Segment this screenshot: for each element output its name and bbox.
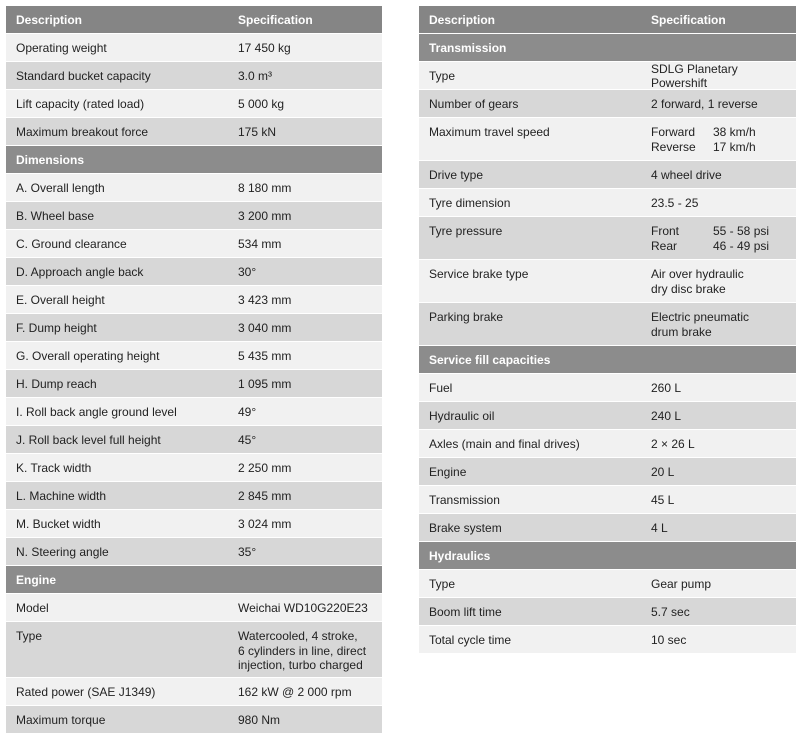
table-header xyxy=(419,6,796,34)
row-value: 35° xyxy=(238,544,257,559)
row-label: Total cycle time xyxy=(429,632,512,647)
table-row xyxy=(6,118,382,146)
row-value: 534 mm xyxy=(238,236,282,251)
table-row xyxy=(419,486,796,514)
row-value: 3 200 mm xyxy=(238,208,292,223)
row-label: Type xyxy=(16,629,43,643)
row-value: 2 845 mm xyxy=(238,488,292,503)
row-label: I. Roll back angle ground level xyxy=(16,404,177,419)
row-value: 1 095 mm xyxy=(238,376,292,391)
row-value xyxy=(651,125,786,154)
row-label: Tyre pressure xyxy=(429,224,503,238)
row-label: Type xyxy=(429,576,456,591)
table-row xyxy=(6,538,382,566)
value-pair xyxy=(651,224,786,239)
value-key: Reverse xyxy=(651,139,696,154)
row-label: B. Wheel base xyxy=(16,208,95,223)
row-label: Number of gears xyxy=(429,96,519,111)
value-key: Forward xyxy=(651,125,696,139)
header-description: Description xyxy=(429,12,496,27)
value-pair xyxy=(651,140,786,155)
header-specification: Specification xyxy=(651,12,726,27)
row-label: Hydraulic oil xyxy=(429,408,495,423)
table-row xyxy=(419,430,796,458)
section-title: Dimensions xyxy=(16,152,85,167)
row-label: C. Ground clearance xyxy=(16,236,127,251)
row-value: Gear pump xyxy=(651,576,712,591)
row-label: E. Overall height xyxy=(16,292,105,307)
row-label: F. Dump height xyxy=(16,320,97,335)
row-value xyxy=(651,310,786,339)
value-pair xyxy=(651,125,786,140)
table-row xyxy=(6,286,382,314)
row-label: L. Machine width xyxy=(16,488,107,503)
row-value: 45° xyxy=(238,432,257,447)
row-label: Type xyxy=(429,68,456,83)
row-value: 10 sec xyxy=(651,632,687,647)
row-value: 3 040 mm xyxy=(238,320,292,335)
row-label: Parking brake xyxy=(429,310,504,324)
value-key: Rear xyxy=(651,238,678,253)
value-key: Front xyxy=(651,224,680,238)
table-row xyxy=(419,90,796,118)
table-row xyxy=(6,426,382,454)
row-label: Transmission xyxy=(429,492,500,507)
table-row xyxy=(6,258,382,286)
table-row xyxy=(6,174,382,202)
table-row xyxy=(419,303,796,346)
table-row xyxy=(419,458,796,486)
table-row xyxy=(419,374,796,402)
table-row xyxy=(419,514,796,542)
table-row xyxy=(6,370,382,398)
value-amount: 17 km/h xyxy=(713,139,756,154)
row-value: 8 180 mm xyxy=(238,180,292,195)
row-label: Model xyxy=(16,600,49,615)
table-row xyxy=(6,90,382,118)
row-value xyxy=(651,224,786,253)
value-amount: 55 - 58 psi xyxy=(713,224,770,238)
row-label: Brake system xyxy=(429,520,502,535)
table-row xyxy=(419,189,796,217)
table-row xyxy=(419,570,796,598)
value-line: injection, turbo charged xyxy=(238,658,363,672)
row-value: 2 × 26 L xyxy=(651,436,695,451)
table-row xyxy=(419,118,796,161)
table-row xyxy=(419,217,796,260)
section-title: Service fill capacities xyxy=(429,352,551,367)
row-value: 2 250 mm xyxy=(238,460,292,475)
value-amount: 46 - 49 psi xyxy=(713,238,770,253)
header-description: Description xyxy=(16,12,83,27)
table-row xyxy=(6,230,382,258)
table-row xyxy=(419,161,796,189)
row-value: 4 wheel drive xyxy=(651,167,722,182)
table-row xyxy=(6,510,382,538)
row-value xyxy=(238,629,372,673)
row-value: 980 Nm xyxy=(238,712,281,727)
row-value: 260 L xyxy=(651,380,682,395)
right-spec-table xyxy=(419,6,796,654)
row-value: 49° xyxy=(238,404,257,419)
row-label: Tyre dimension xyxy=(429,195,511,210)
row-label: N. Steering angle xyxy=(16,544,109,559)
section-title: Hydraulics xyxy=(429,548,491,563)
row-label: Fuel xyxy=(429,380,453,395)
table-row xyxy=(419,260,796,303)
row-label: D. Approach angle back xyxy=(16,264,144,279)
value-line: dry disc brake xyxy=(651,281,726,296)
row-label: Lift capacity (rated load) xyxy=(16,96,145,111)
row-label: J. Roll back level full height xyxy=(16,432,161,447)
value-pair xyxy=(651,239,786,254)
row-value: 3 024 mm xyxy=(238,516,292,531)
left-spec-table xyxy=(6,6,382,734)
row-value: 240 L xyxy=(651,408,682,423)
section-header-engine xyxy=(6,566,382,594)
row-value: 175 kN xyxy=(238,124,277,139)
section-header-hydraulics xyxy=(419,542,796,570)
row-value: 4 L xyxy=(651,520,668,535)
row-value: 30° xyxy=(238,264,257,279)
value-line: Air over hydraulic xyxy=(651,267,744,281)
row-value: 5.7 sec xyxy=(651,604,690,619)
section-header-service-fill xyxy=(419,346,796,374)
row-label: Drive type xyxy=(429,167,484,182)
row-value: 5 435 mm xyxy=(238,348,292,363)
value-line: Watercooled, 4 stroke, xyxy=(238,629,358,643)
row-label: Maximum breakout force xyxy=(16,124,149,139)
section-header-dimensions xyxy=(6,146,382,174)
table-row xyxy=(6,454,382,482)
table-row xyxy=(6,202,382,230)
table-row xyxy=(419,626,796,654)
row-value: 2 forward, 1 reverse xyxy=(651,96,758,111)
row-label: Service brake type xyxy=(429,267,529,281)
section-header-transmission xyxy=(419,34,796,62)
value-line: drum brake xyxy=(651,324,712,339)
row-value: SDLG Planetary Powershift xyxy=(651,61,738,90)
table-row xyxy=(6,594,382,622)
table-row xyxy=(419,62,796,90)
table-header xyxy=(6,6,382,34)
table-row xyxy=(6,706,382,734)
row-label: Engine xyxy=(429,464,467,479)
section-title: Engine xyxy=(16,572,57,587)
row-label: Axles (main and final drives) xyxy=(429,436,580,451)
row-label: G. Overall operating height xyxy=(16,348,160,363)
value-line: Electric pneumatic xyxy=(651,310,750,324)
value-amount: 38 km/h xyxy=(713,125,756,139)
row-value: 162 kW @ 2 000 rpm xyxy=(238,684,352,699)
row-value: 45 L xyxy=(651,492,675,507)
row-value: 17 450 kg xyxy=(238,40,291,55)
table-row xyxy=(6,34,382,62)
row-value xyxy=(651,267,786,296)
table-row xyxy=(6,482,382,510)
row-label: Operating weight xyxy=(16,40,107,55)
row-value: 3 423 mm xyxy=(238,292,292,307)
section-title: Transmission xyxy=(429,40,507,55)
table-row xyxy=(6,342,382,370)
table-row xyxy=(6,622,382,678)
header-specification: Specification xyxy=(238,12,313,27)
row-label: Maximum travel speed xyxy=(429,125,550,139)
row-label: Rated power (SAE J1349) xyxy=(16,684,156,699)
table-row xyxy=(6,62,382,90)
row-label: Boom lift time xyxy=(429,604,502,619)
table-row xyxy=(419,598,796,626)
row-label: K. Track width xyxy=(16,460,92,475)
row-label: M. Bucket width xyxy=(16,516,101,531)
table-row xyxy=(6,398,382,426)
table-row xyxy=(419,402,796,430)
row-value: 3.0 m³ xyxy=(238,68,273,83)
row-label: Standard bucket capacity xyxy=(16,68,151,83)
row-value: 5 000 kg xyxy=(238,96,285,111)
table-row xyxy=(6,314,382,342)
row-value: 20 L xyxy=(651,464,675,479)
row-label: Maximum torque xyxy=(16,712,106,727)
row-value: 23.5 - 25 xyxy=(651,195,699,210)
row-label: H. Dump reach xyxy=(16,376,97,391)
table-row xyxy=(6,678,382,706)
row-label: A. Overall length xyxy=(16,180,105,195)
row-value: Weichai WD10G220E23 xyxy=(238,600,368,615)
value-line: 6 cylinders in line, direct xyxy=(238,643,367,658)
